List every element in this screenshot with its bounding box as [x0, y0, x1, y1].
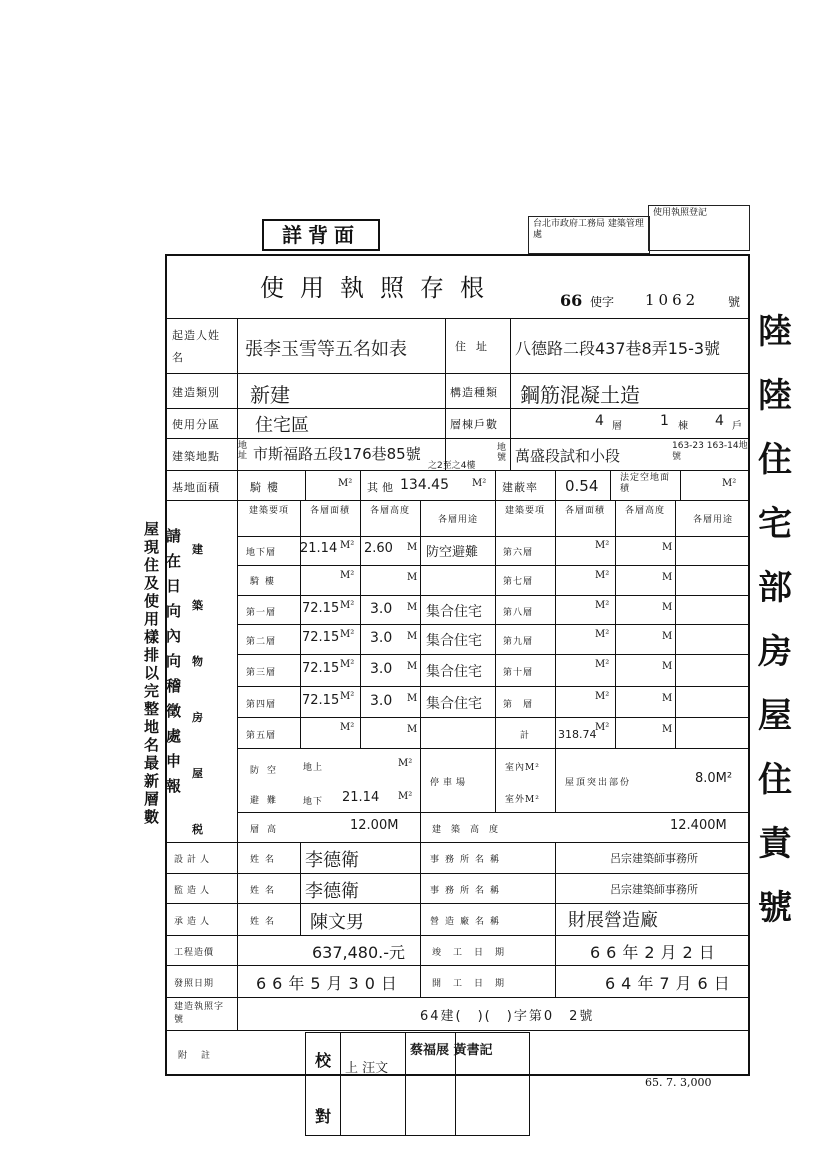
builder-label: 起造人姓名 [172, 329, 220, 364]
ft-height-unit: M [407, 631, 418, 642]
ft-unit: M² [340, 540, 355, 551]
ft-left-use: 集合住宅 [426, 604, 482, 620]
header-tag: 詳背面 [262, 219, 380, 251]
lot-numbers: 163-23 163-14地號 [672, 441, 748, 462]
ft-height-unit: M [662, 724, 673, 735]
notes-label: 附註 [178, 1051, 225, 1061]
check-stamps: 蔡福展 黃書記 [410, 1043, 493, 1058]
shelter-below-unit: M² [398, 791, 413, 802]
zoning-label: 使用分區 [172, 418, 220, 431]
lot-label: 地號 [497, 443, 508, 463]
right-margin-text: 陸陸住宅部 房屋住 責 號 [758, 312, 792, 928]
issue-label: 發照日期 [174, 979, 215, 989]
lot-value: 萬盛段試和小段 [515, 447, 621, 465]
permit-number-prefix: 66 [560, 291, 583, 310]
ft-left-use: 集合住宅 [426, 664, 482, 680]
legal-unit: M² [722, 478, 737, 489]
ft-left-use: 集合住宅 [426, 696, 482, 712]
designer-office-label: 事務所名稱 [430, 855, 506, 865]
check-label-bottom: 對 [315, 1107, 333, 1126]
ft-left-use: 集合住宅 [426, 633, 482, 649]
supervisor-name-label: 姓名 [250, 886, 281, 896]
permit-number: 1062 [645, 291, 700, 309]
shelter-below-value: 21.14 [342, 790, 380, 805]
arcade-unit: M² [338, 478, 353, 489]
ft-header-6: 各層面積 [564, 506, 605, 516]
ft-left-name: 地下層 [246, 548, 277, 558]
start-value: 64年7月6日 [605, 974, 736, 993]
ft-left-area: 72.15 [302, 601, 340, 616]
ft-height-unit: M [662, 631, 673, 642]
ft-total-area: 318.74 [558, 728, 597, 741]
households-unit: 戶 [732, 421, 742, 432]
households-value: 4 [715, 413, 724, 429]
ft-height-unit: M [407, 661, 418, 672]
ft-unit: M² [340, 691, 355, 702]
supervisor-name: 李德衛 [305, 881, 359, 902]
cost-label: 工程造價 [174, 948, 215, 958]
official-stamp-left: 台北市政府工務局 建築管理處 [528, 216, 650, 254]
other-value: 134.45 [400, 477, 449, 493]
ft-height-unit: M [662, 661, 673, 672]
shelter-label-2: 避難 [250, 796, 285, 806]
ft-left-area: 72.15 [302, 630, 340, 645]
ft-right-name: 第十層 [503, 668, 534, 678]
roof-label: 屋頂突出部份 [565, 778, 632, 788]
shelter-above: 地上 [303, 763, 324, 773]
floor-height-value: 12.00M [350, 818, 399, 833]
ft-header-3: 各層高度 [369, 506, 410, 516]
side-column-1: 屋現住及使用樣排以完整地名最新層數 [144, 520, 160, 826]
side-column-2: 請在日向內向稽徵處申報 [166, 527, 182, 795]
builder-address-value: 八德路二段437巷8弄15-3號 [515, 339, 721, 358]
ft-right-name: 第九層 [503, 637, 534, 647]
builder-value: 張李玉雪等五名如表 [245, 339, 407, 360]
check-names: 上 汪文 [345, 1061, 389, 1076]
ft-unit: M² [340, 600, 355, 611]
location-value: 市斯福路五段176巷85號 [253, 445, 421, 463]
ft-unit: M² [595, 722, 610, 733]
ft-height-unit: M [407, 572, 418, 583]
ft-header-5: 建築要項 [504, 506, 545, 516]
site-area-label: 基地面積 [172, 481, 220, 494]
permit-value: 64建( )( )字第0 2號 [420, 1009, 595, 1024]
ft-right-name: 第 層 [503, 700, 534, 710]
ft-left-area: 21.14 [300, 541, 338, 556]
ft-unit: M² [340, 722, 355, 733]
done-label: 竣工日期 [432, 948, 517, 958]
ft-left-use: 防空避難 [426, 545, 479, 560]
side-column-3: 建築物房屋税 [192, 543, 203, 836]
ft-left-area: 72.15 [302, 693, 340, 708]
form-title: 使用執照存根 [260, 274, 500, 302]
ft-height-unit: M [662, 602, 673, 613]
contractor-firm: 財展營造廠 [568, 910, 658, 931]
legal-label: 法定空地面積 [620, 473, 671, 494]
ft-unit: M² [595, 570, 610, 581]
cost-value: 637,480.-元 [312, 943, 406, 962]
other-unit: M² [472, 478, 487, 489]
ft-header-7: 各層高度 [624, 506, 665, 516]
ft-unit: M² [340, 629, 355, 640]
ft-unit: M² [340, 570, 355, 581]
arcade-label: 騎樓 [250, 481, 284, 494]
ft-left-name: 第四層 [246, 700, 277, 710]
parking-outdoor: 室外M² [505, 795, 540, 805]
ft-header-4: 各層用途 [437, 515, 478, 525]
ft-left-area: 72.15 [302, 661, 340, 676]
supervisor-label: 監造人 [174, 886, 214, 896]
structure-value: 鋼筋混凝土造 [520, 383, 640, 407]
ft-left-height: 3.0 [370, 693, 393, 709]
contractor-name: 陳文男 [310, 912, 364, 933]
structure-label: 構造種類 [450, 386, 498, 399]
category-value: 新建 [250, 383, 290, 407]
ft-left-height: 2.60 [364, 541, 393, 556]
coverage-label: 建蔽率 [502, 481, 538, 494]
ft-left-name: 第五層 [246, 731, 277, 741]
shelter-above-unit: M² [398, 758, 413, 769]
ft-height-unit: M [407, 693, 418, 704]
ft-unit: M² [595, 600, 610, 611]
designer-name: 李德衛 [305, 850, 359, 871]
category-label: 建造類別 [172, 386, 220, 399]
ft-header-1: 建築要項 [248, 506, 289, 516]
permit-number-suffix: 號 [728, 295, 741, 309]
ft-height-unit: M [662, 572, 673, 583]
contractor-name-label: 姓名 [250, 917, 281, 927]
print-info: 65. 7. 3,000 [645, 1076, 712, 1089]
ft-right-name: 第七層 [503, 577, 534, 587]
other-label: 其他 [367, 481, 397, 494]
coverage-value: 0.54 [565, 477, 599, 495]
roof-value: 8.0M² [695, 771, 733, 786]
ft-height-unit: M [407, 602, 418, 613]
location-label: 建築地點 [172, 450, 220, 463]
units-label: 層棟戶數 [450, 418, 498, 431]
bldg-value: 1 [660, 413, 669, 429]
ft-right-name: 第八層 [503, 608, 534, 618]
ft-left-name: 騎樓 [250, 577, 281, 587]
location-extra: 之2至之4樓 [428, 461, 476, 471]
contractor-firm-label: 營造廠名稱 [430, 917, 506, 927]
contractor-label: 承造人 [174, 917, 214, 927]
shelter-below: 地下 [303, 797, 324, 807]
location-sub-label: 地址 [238, 441, 249, 461]
ft-left-name: 第一層 [246, 608, 277, 618]
designer-office: 呂宗建築師事務所 [610, 852, 698, 865]
bldg-height-value: 12.400M [670, 818, 727, 833]
ft-header-8: 各層用途 [692, 515, 733, 525]
supervisor-office: 呂宗建築師事務所 [610, 883, 698, 896]
supervisor-office-label: 事務所名稱 [430, 886, 506, 896]
floors-value: 4 [595, 413, 604, 429]
bldg-unit: 棟 [678, 421, 688, 432]
ft-height-unit: M [407, 542, 418, 553]
ft-unit: M² [595, 659, 610, 670]
official-stamp-right: 使用執照登記 [648, 205, 750, 251]
ft-right-name: 第六層 [503, 548, 534, 558]
floor-height-label: 層高 [250, 825, 285, 835]
ft-left-height: 3.0 [370, 601, 393, 617]
permit-number-word: 使字 [590, 295, 615, 309]
ft-height-unit: M [662, 693, 673, 704]
zoning-value: 住宅區 [255, 415, 309, 436]
floors-unit: 層 [612, 421, 622, 432]
start-label: 開工日期 [432, 979, 517, 989]
ft-header-2: 各層面積 [309, 506, 350, 516]
ft-unit: M² [595, 629, 610, 640]
check-label-top: 校 [315, 1051, 333, 1070]
ft-height-unit: M [407, 724, 418, 735]
ft-left-name: 第二層 [246, 637, 277, 647]
parking-indoor: 室內M² [505, 763, 540, 773]
ft-unit: M² [595, 540, 610, 551]
ft-unit: M² [340, 659, 355, 670]
bldg-height-label: 建築高度 [432, 825, 509, 835]
ft-right-name: 計 [520, 731, 531, 741]
ft-left-height: 3.0 [370, 661, 393, 677]
ft-left-name: 第三層 [246, 668, 277, 678]
parking-label: 停車場 [430, 778, 470, 788]
builder-address-label: 住址 [455, 340, 497, 353]
shelter-label-1: 防空 [250, 766, 285, 776]
issue-value: 66年5月30日 [256, 974, 403, 993]
ft-height-unit: M [662, 542, 673, 553]
permit-label: 建造執照字號 [174, 1002, 225, 1025]
ft-unit: M² [595, 691, 610, 702]
done-value: 66年2月2日 [590, 943, 721, 962]
designer-label: 設計人 [174, 855, 214, 865]
ft-left-height: 3.0 [370, 630, 393, 646]
designer-name-label: 姓名 [250, 855, 281, 865]
